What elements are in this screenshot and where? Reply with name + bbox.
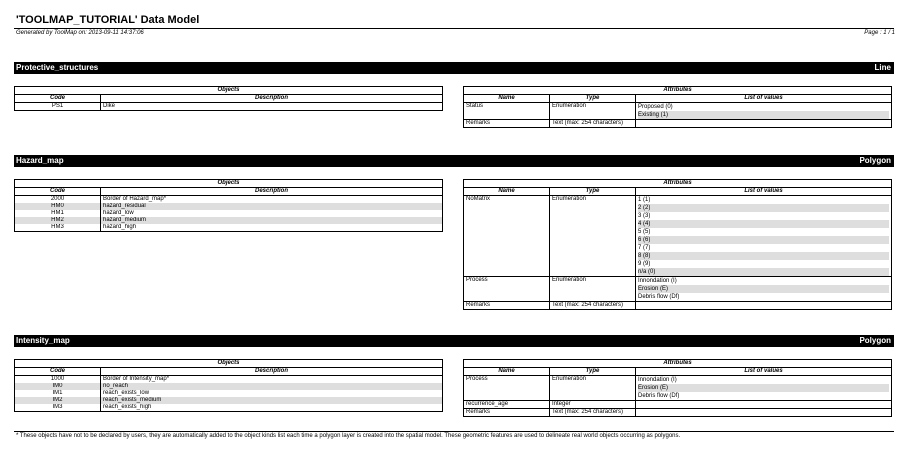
code-header: Code (15, 368, 101, 376)
attribute-row (464, 302, 892, 310)
objects-table (14, 359, 443, 412)
object-description: hazard_high (103, 224, 137, 230)
values-header: List of values (636, 95, 892, 103)
value-item: 4 (4) (638, 220, 889, 228)
header-divider (14, 28, 894, 29)
attributes-table (463, 179, 892, 310)
attribute-values (636, 302, 892, 310)
attribute-type: Enumeration (550, 277, 636, 302)
attributes-caption: Attributes (464, 360, 892, 368)
layer-geometry-type: Line (874, 63, 891, 72)
object-code: IM0 (15, 383, 101, 390)
attribute-values (636, 103, 892, 120)
value-item: 2 (2) (638, 204, 889, 212)
value-item: 7 (7) (638, 245, 651, 251)
object-row (15, 196, 443, 204)
objects-caption: Objects (15, 87, 443, 95)
object-description: Dike (103, 103, 116, 109)
generated-timestamp: Generated by ToolMap on: 2013-09-11 14:37:06 (16, 30, 144, 36)
attribute-row (464, 277, 892, 302)
object-code: IM2 (15, 397, 101, 404)
object-code: PS1 (15, 103, 101, 111)
description-header: Description (101, 188, 443, 196)
attribute-values (636, 401, 892, 409)
values-header: List of values (636, 188, 892, 196)
type-header: Type (550, 95, 636, 103)
value-item: Erosion (E) (638, 384, 889, 392)
value-item: 6 (6) (638, 236, 889, 244)
object-code: HM3 (15, 224, 101, 232)
code-header: Code (15, 188, 101, 196)
value-item: 1 (1) (638, 197, 651, 203)
object-row (15, 383, 443, 390)
description-header: Description (101, 368, 443, 376)
object-row (15, 376, 443, 384)
attribute-values (636, 376, 892, 401)
object-description: hazard_residual (101, 203, 443, 210)
attribute-values (636, 409, 892, 417)
object-row (15, 404, 443, 412)
value-item: Debris flow (Df) (638, 393, 680, 399)
attribute-type: Enumeration (550, 376, 636, 401)
object-code: 2000 (15, 196, 101, 204)
attributes-caption: Attributes (464, 87, 892, 95)
attribute-name: Remarks (464, 302, 550, 310)
layer-name: Intensity_map (16, 336, 70, 345)
value-item: Proposed (0) (638, 104, 673, 110)
page-number: Page : 1 / 1 (864, 30, 895, 36)
object-description: reach_exists_medium (101, 397, 443, 404)
attributes-caption: Attributes (464, 180, 892, 188)
attribute-name: Process (464, 277, 550, 302)
attribute-name: Process (464, 376, 550, 401)
attribute-row (464, 196, 892, 277)
object-description: reach_exists_low (103, 390, 150, 396)
value-item: Innondation (I) (638, 278, 677, 284)
values-header: List of values (636, 368, 892, 376)
attribute-row (464, 409, 892, 417)
value-item: n/a (0) (638, 268, 889, 276)
attribute-name: Remarks (464, 409, 550, 417)
footnote: * These objects have not to be declared by users, they are automatically added to the object kinds list each time a polygon layer is created into the spatial model. These geometric features are used to delineate real world objects occurring as polygons. (16, 433, 681, 439)
layer-geometry-type: Polygon (859, 336, 891, 345)
value-item: Erosion (E) (638, 285, 889, 293)
object-description: Border of Intensity_map* (103, 376, 170, 382)
value-item: 5 (5) (638, 229, 651, 235)
object-row (15, 210, 443, 217)
object-description: hazard_medium (101, 217, 443, 224)
document-title: 'TOOLMAP_TUTORIAL' Data Model (16, 14, 200, 26)
attribute-row (464, 103, 892, 120)
objects-caption: Objects (15, 180, 443, 188)
object-description: hazard_low (103, 210, 134, 216)
description-header: Description (101, 95, 443, 103)
attribute-type: Enumeration (550, 196, 636, 277)
layer-name: Hazard_map (16, 156, 64, 165)
value-item: Existing (1) (638, 111, 889, 119)
attribute-type: Enumeration (550, 103, 636, 120)
type-header: Type (550, 188, 636, 196)
layer-bar (14, 155, 894, 167)
attribute-type: Text (max: 254 characters) (550, 302, 636, 310)
object-row (15, 103, 443, 111)
attributes-table (463, 86, 892, 128)
object-row (15, 224, 443, 232)
value-item: Innondation (I) (638, 377, 677, 383)
objects-table (14, 179, 443, 232)
object-description: reach_exists_high (103, 404, 152, 410)
attribute-values (636, 120, 892, 128)
objects-table (14, 86, 443, 111)
object-code: HM0 (15, 203, 101, 210)
object-code: HM1 (15, 210, 101, 217)
object-code: IM1 (15, 390, 101, 397)
name-header: Name (464, 368, 550, 376)
attribute-name: NoMatrix (464, 196, 550, 277)
attribute-type: Text (max: 254 characters) (550, 120, 636, 128)
object-code: 1000 (15, 376, 101, 384)
attribute-row (464, 376, 892, 401)
layer-bar (14, 62, 894, 74)
attribute-name: Remarks (464, 120, 550, 128)
object-row (15, 217, 443, 224)
value-item: 8 (8) (638, 252, 889, 260)
attribute-values (636, 277, 892, 302)
object-code: HM2 (15, 217, 101, 224)
attribute-values (636, 196, 892, 277)
value-item: Debris flow (Df) (638, 294, 680, 300)
object-code: IM3 (15, 404, 101, 412)
value-item: 3 (3) (638, 213, 651, 219)
footer-divider (14, 431, 894, 432)
layer-geometry-type: Polygon (859, 156, 891, 165)
layer-name: Protective_structures (16, 63, 99, 72)
object-row (15, 397, 443, 404)
attribute-type: Integer (550, 401, 636, 409)
attribute-name: Status (464, 103, 550, 120)
layer-bar (14, 335, 894, 347)
object-row (15, 203, 443, 210)
value-item: 9 (9) (638, 261, 651, 267)
code-header: Code (15, 95, 101, 103)
attributes-table (463, 359, 892, 417)
object-description: Border of Hazard_map* (103, 196, 167, 202)
object-row (15, 390, 443, 397)
name-header: Name (464, 95, 550, 103)
type-header: Type (550, 368, 636, 376)
attribute-type: Text (max: 254 characters) (550, 409, 636, 417)
attribute-row (464, 120, 892, 128)
object-description: no_reach (101, 383, 443, 390)
name-header: Name (464, 188, 550, 196)
attribute-name: recurrence_age (464, 401, 550, 409)
attribute-row (464, 401, 892, 409)
objects-caption: Objects (15, 360, 443, 368)
